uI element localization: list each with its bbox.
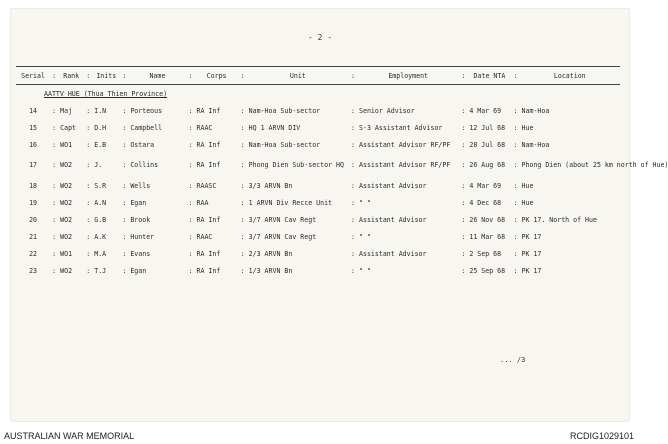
- cell-location: PK 17: [521, 266, 542, 275]
- cell-name: Egan: [130, 198, 147, 207]
- column-separator: :: [351, 232, 355, 241]
- cell-name: Brook: [130, 215, 151, 224]
- cell-rank: Capt: [60, 123, 77, 132]
- column-separator: :: [122, 181, 127, 190]
- cell-name: Campbell: [130, 123, 163, 132]
- cell-employment: Assistant Advisor: [359, 181, 427, 190]
- cell-rank: WO2: [60, 215, 73, 224]
- column-separator: :: [188, 123, 193, 132]
- column-separator: :: [513, 123, 518, 132]
- cell-inits: A.K: [94, 232, 107, 241]
- cell-date: 2 Sep 68: [469, 249, 502, 258]
- cell-location: Hue: [521, 198, 534, 207]
- column-separator: :: [351, 123, 355, 132]
- column-separator: :: [461, 106, 466, 115]
- column-separator: :: [351, 266, 355, 275]
- column-separator: :: [240, 140, 245, 149]
- column-separator: :: [52, 198, 57, 207]
- column-separator: :: [86, 106, 91, 115]
- cell-serial: 14: [29, 106, 38, 115]
- cell-date: 25 Sep 68: [469, 266, 506, 275]
- column-separator: :: [122, 215, 127, 224]
- cell-unit: 1 ARVN Div Recce Unit: [248, 198, 333, 207]
- column-separator: :: [188, 232, 193, 241]
- column-separator: :: [86, 232, 91, 241]
- column-separator: :: [122, 266, 127, 275]
- column-separator: :: [122, 232, 127, 241]
- column-separator: :: [461, 266, 466, 275]
- column-separator: :: [240, 215, 245, 224]
- cell-date: 4 Dec 68: [469, 198, 502, 207]
- cell-name: Collins: [130, 161, 159, 169]
- table-row: [16, 245, 620, 262]
- cell-serial: 23: [29, 266, 38, 275]
- cell-date: 4 Mar 69: [469, 181, 502, 190]
- column-separator: :: [122, 198, 127, 207]
- column-separator: :: [188, 266, 193, 275]
- column-separator: :: [52, 123, 57, 132]
- cell-corps: RAAC: [196, 232, 213, 241]
- cell-employment: " ": [359, 266, 371, 275]
- continuation-marker: ... /3: [500, 356, 526, 364]
- column-separator: :: [52, 140, 57, 149]
- table-row: [16, 153, 620, 177]
- column-separator: :: [86, 123, 91, 132]
- cell-serial: 15: [29, 123, 38, 132]
- cell-serial: 21: [29, 232, 38, 241]
- column-separator: :: [461, 140, 466, 149]
- cell-unit: 3/7 ARVN Cav Regt: [248, 215, 317, 224]
- cell-serial: 19: [29, 198, 38, 207]
- table-row: [16, 177, 620, 194]
- cell-inits: J.: [94, 161, 103, 169]
- column-separator: :: [122, 140, 127, 149]
- cell-name: Ostara: [130, 140, 155, 149]
- cell-inits: G.B: [94, 215, 107, 224]
- cell-employment: " ": [359, 232, 371, 241]
- cell-inits: D.H: [94, 123, 107, 132]
- column-separator: :: [122, 249, 127, 258]
- column-separator: :: [513, 140, 518, 149]
- cell-employment: " ": [359, 198, 371, 207]
- cell-name: Egan: [130, 266, 147, 275]
- cell-unit: Nam-Hoa Sub-sector: [248, 140, 321, 149]
- column-separator: :: [52, 181, 57, 190]
- column-separator: :: [52, 106, 57, 115]
- cell-unit: 2/3 ARVN Bn: [248, 249, 293, 258]
- column-separator: :: [240, 181, 245, 190]
- cell-inits: A.N: [94, 198, 107, 207]
- column-separator: :: [513, 181, 518, 190]
- col-header: Inits: [92, 67, 120, 85]
- column-separator: :: [188, 140, 193, 149]
- column-separator: :: [461, 215, 466, 224]
- cell-employment: S-3 Assistant Advisor: [359, 123, 443, 132]
- cell-unit: HQ 1 ARVN DIV: [248, 123, 301, 132]
- table-row: [16, 102, 620, 119]
- col-header: Date NTA: [467, 67, 511, 85]
- table-row: [16, 194, 620, 211]
- cell-location: Phong Dien (about 25 km north of Hue): [521, 160, 668, 169]
- cell-employment: Senior Advisor: [359, 106, 415, 115]
- cell-employment: Assistant Advisor: [359, 215, 427, 224]
- column-separator: :: [461, 249, 466, 258]
- cell-location: PK 17: [521, 232, 542, 241]
- cell-unit: 3/7 ARVN Cav Regt: [248, 232, 317, 241]
- column-separator: :: [52, 249, 57, 258]
- column-separator: :: [52, 215, 57, 224]
- cell-corps: RAAC: [196, 123, 213, 132]
- col-header: Location: [520, 67, 620, 85]
- cell-rank: Maj: [60, 106, 73, 115]
- column-separator: :: [52, 266, 57, 275]
- cell-location: PK 17. North of Hue: [521, 215, 597, 224]
- table-row: [16, 136, 620, 153]
- column-separator: :: [351, 140, 355, 149]
- cell-corps: RAASC: [196, 181, 217, 190]
- cell-serial: 18: [29, 181, 38, 190]
- column-separator: :: [461, 198, 466, 207]
- column-separator: :: [86, 215, 91, 224]
- column-separator: :: [461, 181, 466, 190]
- cell-rank: WO2: [60, 198, 73, 207]
- cell-name: Wells: [130, 181, 151, 190]
- column-separator: :: [461, 232, 466, 241]
- column-separator: :: [240, 123, 245, 132]
- column-separator: :: [52, 161, 57, 169]
- column-separator: :: [52, 232, 57, 241]
- cell-serial: 20: [29, 215, 38, 224]
- column-separator: :: [351, 215, 355, 224]
- cell-location: PK 17: [521, 249, 542, 258]
- column-separator: :: [513, 249, 518, 258]
- col-header: Employment: [357, 67, 459, 85]
- column-separator: :: [86, 249, 91, 258]
- column-separator: :: [240, 198, 245, 207]
- page-number: - 2 -: [307, 33, 333, 42]
- cell-name: Hunter: [130, 232, 155, 241]
- header-row: Serial : Rank : Inits : Name : Corps : Unit : Employment : Date NTA : Location: [16, 67, 620, 85]
- cell-inits: E.B: [94, 140, 107, 149]
- cell-name: Porteous: [130, 106, 163, 115]
- cell-unit: Nam-Hoa Sub-sector: [248, 106, 321, 115]
- cell-date: 11 Mar 68: [469, 232, 506, 241]
- cell-corps: RA Inf: [196, 161, 221, 169]
- column-separator: :: [461, 123, 466, 132]
- column-separator: :: [86, 161, 91, 169]
- column-separator: :: [188, 106, 193, 115]
- column-separator: :: [188, 181, 193, 190]
- cell-unit: Phong Dien Sub-sector HQ: [248, 161, 344, 169]
- personnel-table: [16, 66, 668, 279]
- cell-date: 28 Jul 68: [469, 140, 506, 149]
- cell-location: Hue: [521, 123, 534, 132]
- col-header: Serial: [16, 67, 50, 85]
- column-separator: :: [513, 161, 518, 169]
- cell-date: 4 Mar 69: [469, 106, 502, 115]
- column-separator: :: [122, 123, 127, 132]
- column-separator: :: [122, 161, 127, 169]
- cell-location: Nam-Hoa: [521, 140, 550, 149]
- column-separator: :: [86, 266, 91, 275]
- column-separator: :: [188, 249, 193, 258]
- column-separator: :: [86, 198, 91, 207]
- column-separator: :: [351, 161, 355, 169]
- column-separator: :: [86, 140, 91, 149]
- archive-name: AUSTRALIAN WAR MEMORIAL: [4, 431, 135, 441]
- column-separator: :: [513, 266, 518, 275]
- table-row: [16, 228, 620, 245]
- cell-unit: 3/3 ARVN Bn: [248, 181, 293, 190]
- column-separator: :: [513, 198, 518, 207]
- cell-name: Evans: [130, 249, 151, 258]
- column-separator: :: [240, 106, 245, 115]
- table-row: [16, 211, 620, 228]
- column-separator: :: [351, 198, 355, 207]
- column-separator: :: [188, 161, 193, 169]
- cell-location: Nam-Hoa: [521, 106, 550, 115]
- cell-serial: 22: [29, 249, 38, 258]
- table-row: [16, 119, 620, 136]
- column-separator: :: [240, 249, 245, 258]
- cell-employment: Assistant Advisor RF/PF: [359, 161, 451, 169]
- province-heading: AATTV HUE (Thua Thien Province): [44, 89, 168, 98]
- column-separator: :: [86, 181, 91, 190]
- cell-rank: WO2: [60, 266, 73, 275]
- cell-employment: Assistant Advisor: [359, 249, 427, 258]
- column-separator: :: [122, 106, 127, 115]
- cell-corps: RA Inf: [196, 106, 221, 115]
- column-separator: :: [351, 106, 355, 115]
- cell-corps: RA Inf: [196, 249, 221, 258]
- column-separator: :: [188, 198, 193, 207]
- cell-rank: WO2: [60, 232, 73, 241]
- cell-employment: Assistant Advisor RF/PF: [359, 140, 451, 149]
- cell-corps: RA Inf: [196, 215, 221, 224]
- cell-inits: S.R: [94, 181, 107, 190]
- column-separator: :: [240, 232, 245, 241]
- province-heading-row: [16, 85, 620, 103]
- cell-corps: RA Inf: [196, 140, 221, 149]
- document-id: RCDIG1029101: [569, 431, 634, 441]
- column-separator: :: [240, 161, 245, 169]
- cell-serial: 16: [29, 140, 38, 149]
- footer-bar: [0, 427, 640, 444]
- cell-date: 26 Nov 68: [469, 215, 506, 224]
- column-separator: :: [240, 266, 245, 275]
- column-separator: :: [188, 215, 193, 224]
- cell-rank: WO1: [60, 249, 73, 258]
- cell-date: 12 Jul 68: [469, 123, 506, 132]
- column-separator: :: [351, 249, 355, 258]
- column-separator: :: [461, 161, 466, 169]
- cell-serial: 17: [29, 161, 38, 169]
- table-row: [16, 262, 620, 279]
- col-header: Unit: [247, 67, 349, 85]
- cell-location: Hue: [521, 181, 534, 190]
- col-header: Name: [128, 67, 186, 85]
- column-separator: :: [513, 215, 518, 224]
- cell-corps: RAA: [196, 198, 209, 207]
- cell-inits: T.J: [94, 266, 107, 275]
- column-separator: :: [513, 106, 518, 115]
- cell-rank: WO1: [60, 140, 73, 149]
- cell-corps: RA Inf: [196, 266, 221, 275]
- cell-inits: I.N: [94, 106, 107, 115]
- cell-rank: WO2: [60, 161, 73, 169]
- col-header: Rank: [58, 67, 84, 85]
- col-header: Corps: [195, 67, 239, 85]
- cell-rank: WO2: [60, 181, 73, 190]
- column-separator: :: [513, 232, 518, 241]
- cell-inits: M.A: [94, 249, 107, 258]
- cell-date: 26 Aug 68: [469, 161, 506, 169]
- cell-unit: 1/3 ARVN Bn: [248, 266, 293, 275]
- column-separator: :: [351, 181, 355, 190]
